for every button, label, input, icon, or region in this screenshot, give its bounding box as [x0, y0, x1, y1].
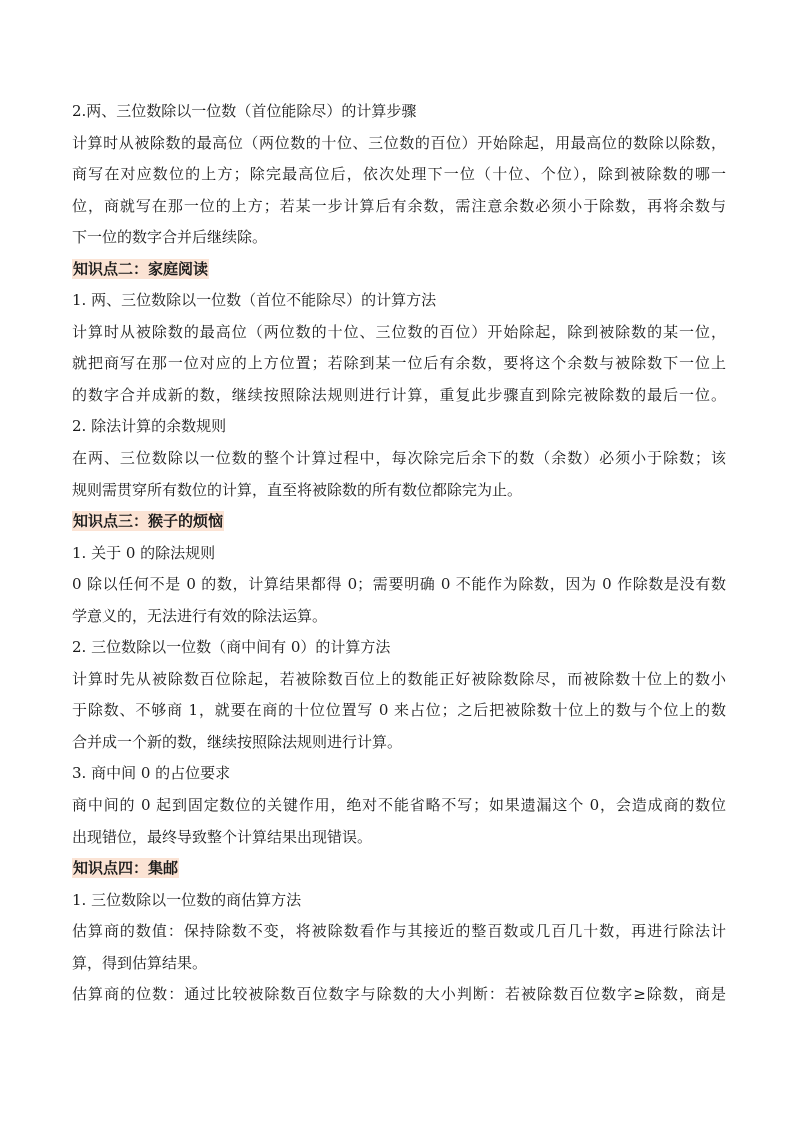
paragraph-line: 算，得到估算结果。: [72, 953, 208, 972]
item-title: 1. 三位数除以一位数的商估算方法: [72, 890, 302, 909]
item-title: 1. 关于 0 的除法规则: [72, 543, 216, 562]
knowledge-point-heading: [72, 254, 726, 286]
paragraph-line: 计算时从被除数的最高位（两位数的十位、三位数的百位）开始除起，用最高位的数除以除数，: [72, 133, 726, 152]
paragraph-line: 0 除以任何不是 0 的数，计算结果都得 0；需要明确 0 不能作为除数，因为 0 作除数是没有数: [72, 575, 726, 594]
paragraph-line: 估算商的位数：通过比较被除数百位数字与除数的大小判断：若被除数百位数字≥除数，商是: [72, 985, 726, 1004]
paragraph-line: 下一位的数字合并后继续除。: [72, 228, 268, 247]
section-title: 2.两、三位数除以一位数（首位能除尽）的计算步骤: [72, 102, 417, 120]
item-title: 3. 商中间 0 的占位要求: [72, 764, 231, 783]
paragraph-line: 商写在对应数位的上方；除完最高位后，依次处理下一位（十位、个位），除到被除数的哪一: [72, 165, 726, 184]
knowledge-point-heading: [72, 853, 726, 885]
paragraph-line: 计算时先从被除数百位除起，若被除数百位上的数能正好被除数除尽，而被除数十位上的数小: [72, 669, 726, 688]
item-title: 2. 除法计算的余数规则: [72, 417, 227, 436]
knowledge-point-heading-text: 知识点三：猴子的烦恼: [73, 512, 224, 531]
paragraph-line: 商中间的 0 起到固定数位的关键作用，绝对不能省略不写；如果遗漏这个 0，会造成商的数位: [72, 796, 726, 815]
paragraph-line: 规则需贯穿所有数位的计算，直至将被除数的所有数位都除完为止。: [72, 480, 523, 499]
paragraph-line: 的数字合并成新的数，继续按照除法规则进行计算，重复此步骤直到除完被除数的最后一位。: [72, 385, 726, 404]
item-title: 1. 两、三位数除以一位数（首位不能除尽）的计算方法: [72, 291, 437, 310]
paragraph-line: 估算商的数值：保持除数不变，将被除数看作与其接近的整百数或几百几十数，再进行除法计: [72, 922, 726, 941]
knowledge-point-heading-text: 知识点二：家庭阅读: [73, 259, 209, 278]
document-page: [72, 96, 726, 1011]
paragraph-line: 在两、三位数除以一位数的整个计算过程中，每次除完后余下的数（余数）必须小于除数；该: [72, 449, 726, 468]
knowledge-point-heading: [72, 506, 726, 538]
paragraph-line: 于除数、不够商 1，就要在商的十位位置写 0 来占位；之后把被除数十位上的数与个位上的数: [72, 701, 726, 720]
item-title: 2. 三位数除以一位数（商中间有 0）的计算方法: [72, 638, 391, 657]
paragraph-line: 计算时从被除数的最高位（两位数的十位、三位数的百位）开始除起，除到被除数的某一位，: [72, 322, 726, 341]
knowledge-point-heading-text: 知识点四：集邮: [73, 859, 179, 878]
paragraph-line: 出现错位，最终导致整个计算结果出现错误。: [72, 827, 373, 846]
paragraph-line: 位，商就写在那一位的上方；若某一步计算后有余数，需注意余数必须小于除数，再将余数与: [72, 196, 726, 215]
paragraph-line: 就把商写在那一位对应的上方位置；若除到某一位后有余数，要将这个余数与被除数下一位上: [72, 354, 726, 373]
paragraph-line: 合并成一个新的数，继续按照除法规则进行计算。: [72, 732, 403, 751]
paragraph-line: 学意义的，无法进行有效的除法运算。: [72, 606, 328, 625]
